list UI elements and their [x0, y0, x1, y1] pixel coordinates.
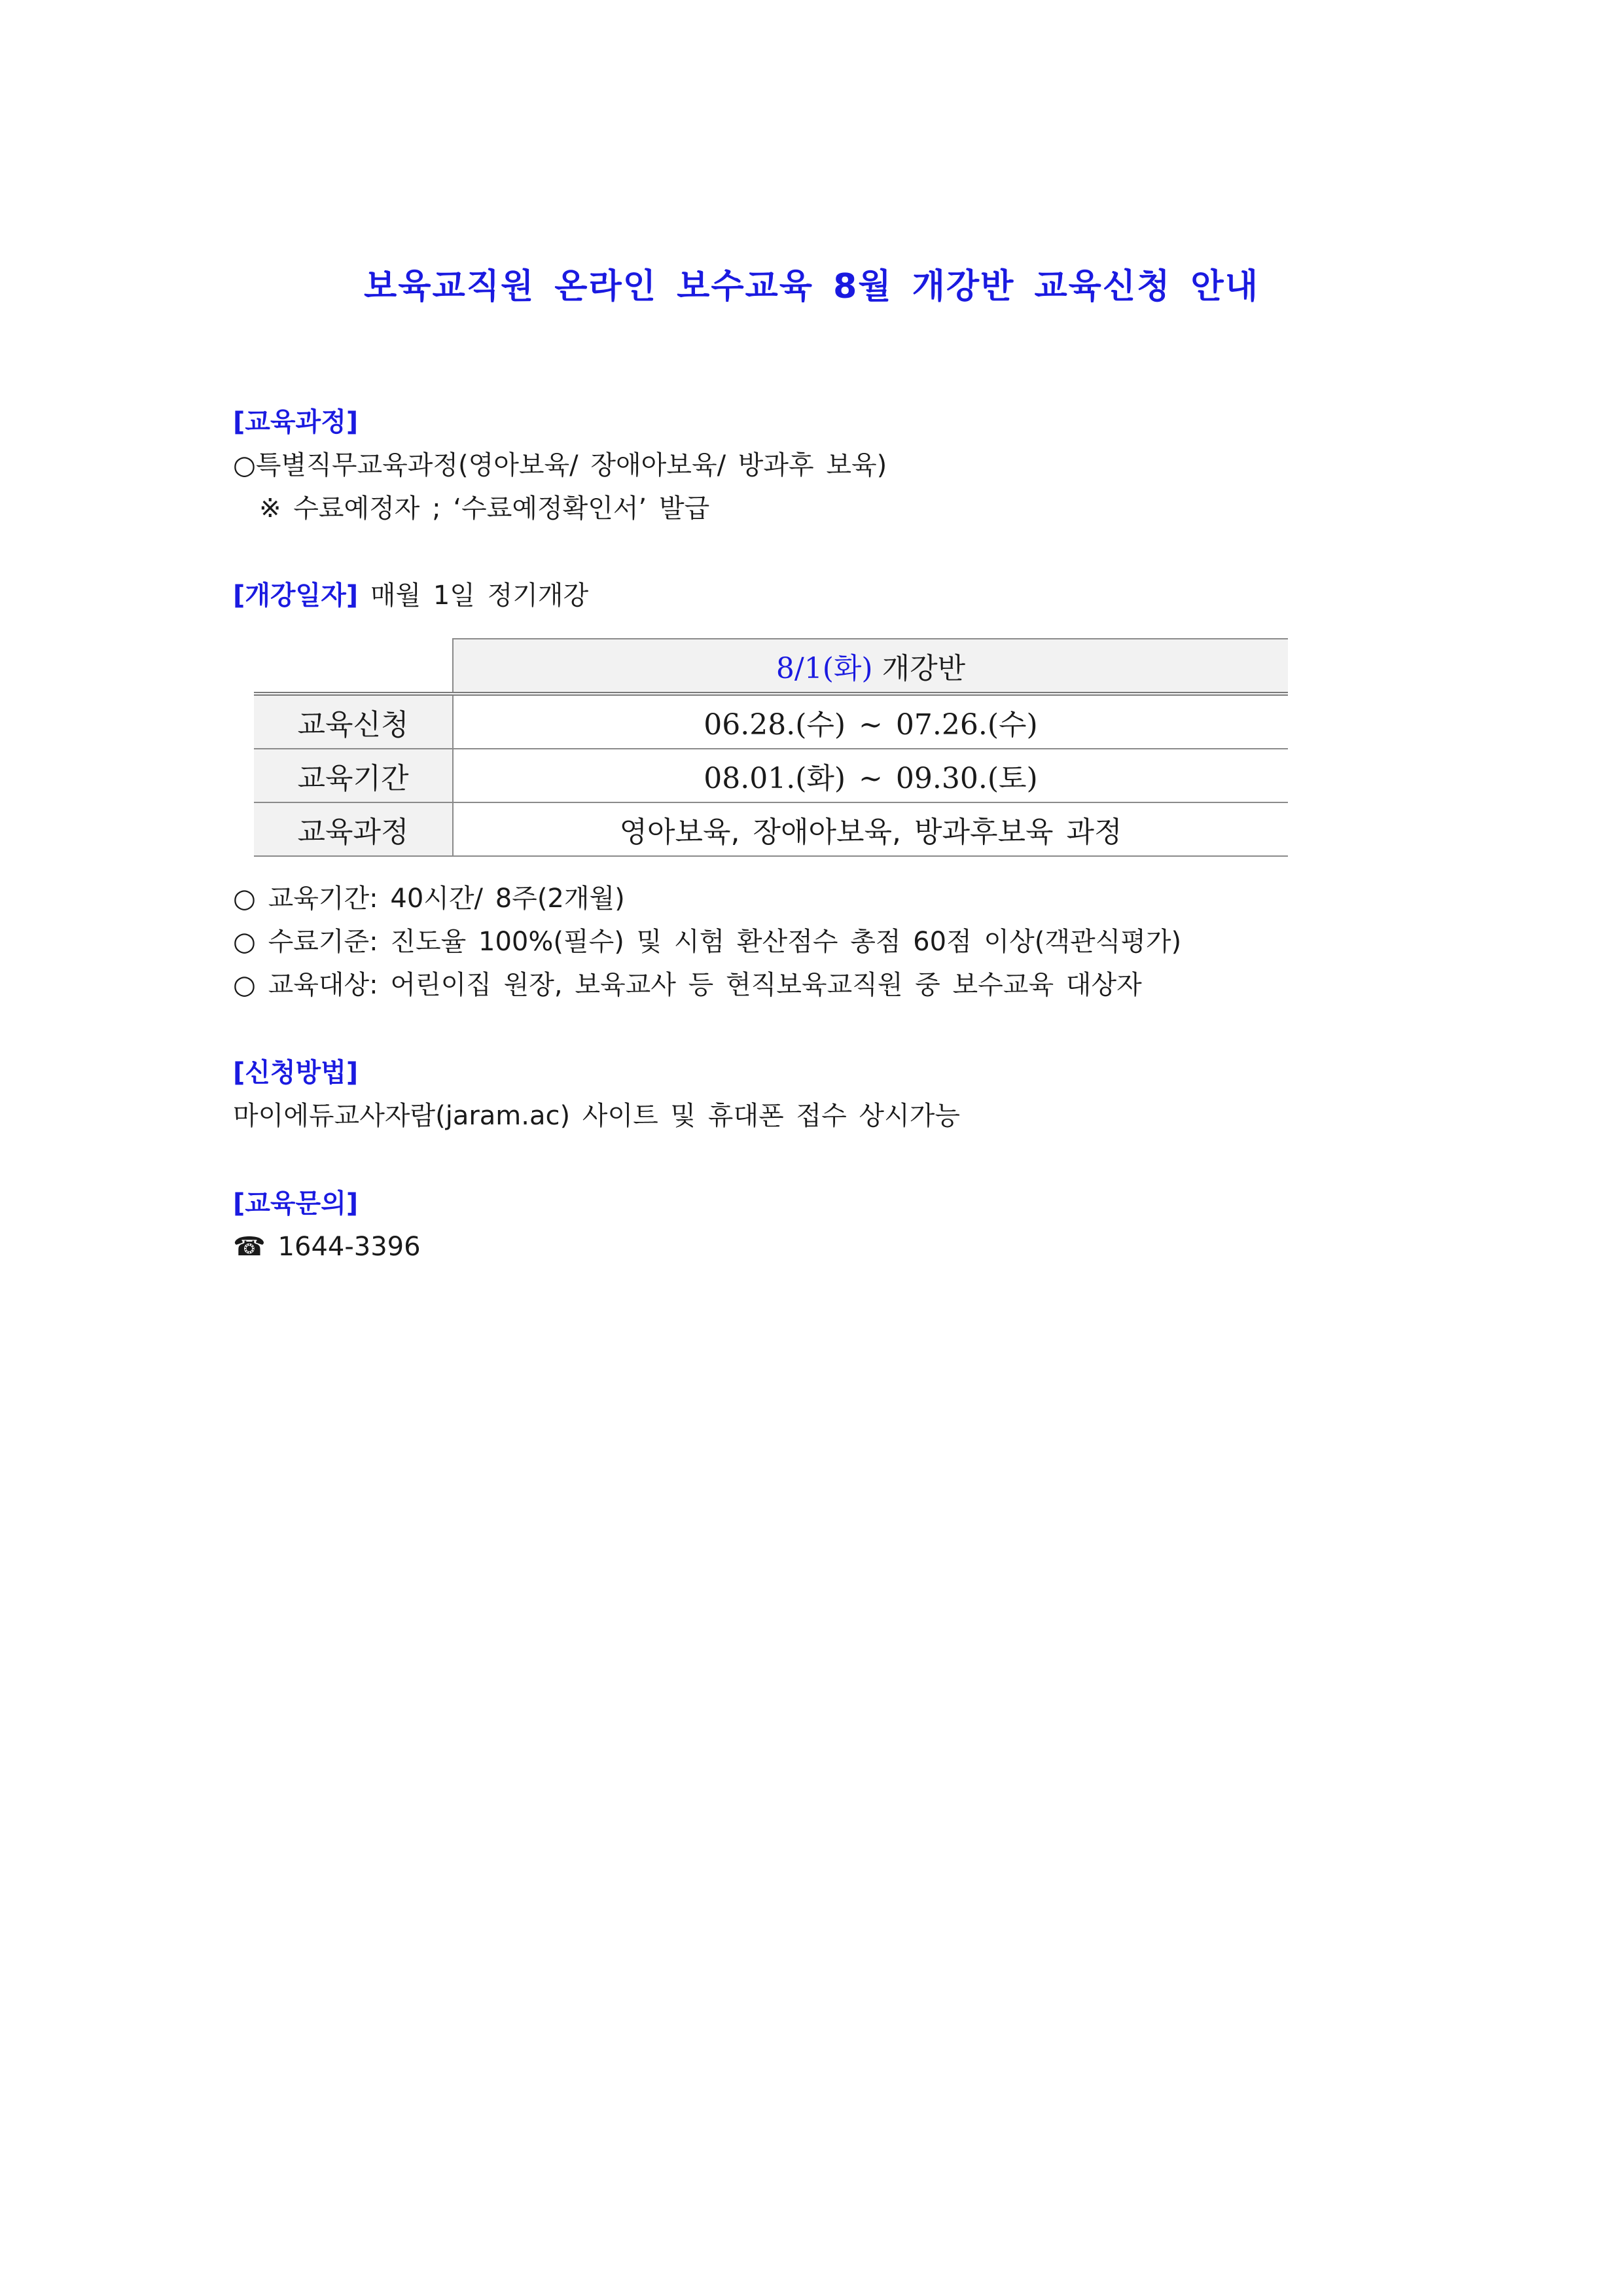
header-date: 8/1(화): [776, 652, 873, 685]
header-suffix: 개강반: [882, 652, 966, 685]
note-target: ○ 교육대상: 어린이집 원장, 보육교사 등 현직보육교직원 중 보수교육 대상자: [233, 970, 1142, 1000]
phone-number: 1644-3396: [277, 1232, 421, 1262]
row-value-apply: 06.28.(수) ~ 07.26.(수): [453, 694, 1288, 749]
notes-section: [233, 877, 1181, 1007]
row-label-period: 교육기간: [254, 749, 453, 802]
course-heading: [교육과정]: [233, 407, 359, 437]
course-line-2: ※ 수료예정자 ; ‘수료예정확인서’ 발급: [259, 493, 710, 524]
opening-text: 매월 1일 정기개강: [370, 581, 589, 611]
course-line-1: ○특별직무교육과정(영아보육/ 장애아보육/ 방과후 보육): [233, 450, 887, 480]
apply-section: [233, 1051, 960, 1138]
apply-heading: [신청방법]: [233, 1058, 359, 1088]
course-section: [233, 401, 887, 530]
table-header-cell: [453, 639, 1288, 694]
table-row: [254, 694, 1288, 749]
opening-heading: [개강일자]: [233, 581, 359, 611]
table-row: [254, 802, 1288, 856]
schedule-table: [254, 638, 1288, 857]
inquiry-heading: [교육문의]: [233, 1189, 359, 1219]
table-row: [254, 749, 1288, 802]
note-duration: ○ 교육기간: 40시간/ 8주(2개월): [233, 884, 625, 914]
row-label-apply: 교육신청: [254, 694, 453, 749]
table-corner-cell: [254, 639, 453, 694]
inquiry-section: [233, 1182, 421, 1268]
row-value-period: 08.01.(화) ~ 09.30.(토): [453, 749, 1288, 802]
row-label-course: 교육과정: [254, 802, 453, 856]
phone-icon: ☎: [233, 1232, 266, 1262]
opening-section: [233, 574, 588, 617]
row-value-course: 영아보육, 장애아보육, 방과후보육 과정: [453, 802, 1288, 856]
apply-text: 마이에듀교사자람(jaram.ac) 사이트 및 휴대폰 접수 상시가능: [233, 1101, 960, 1131]
table-header-row: [254, 639, 1288, 694]
note-criteria: ○ 수료기준: 진도율 100%(필수) 및 시험 환산점수 총점 60점 이상(객관식평가): [233, 927, 1182, 957]
page-title: 보육교직원 온라인 보수교육 8월 개강반 교육신청 안내: [364, 267, 1259, 306]
